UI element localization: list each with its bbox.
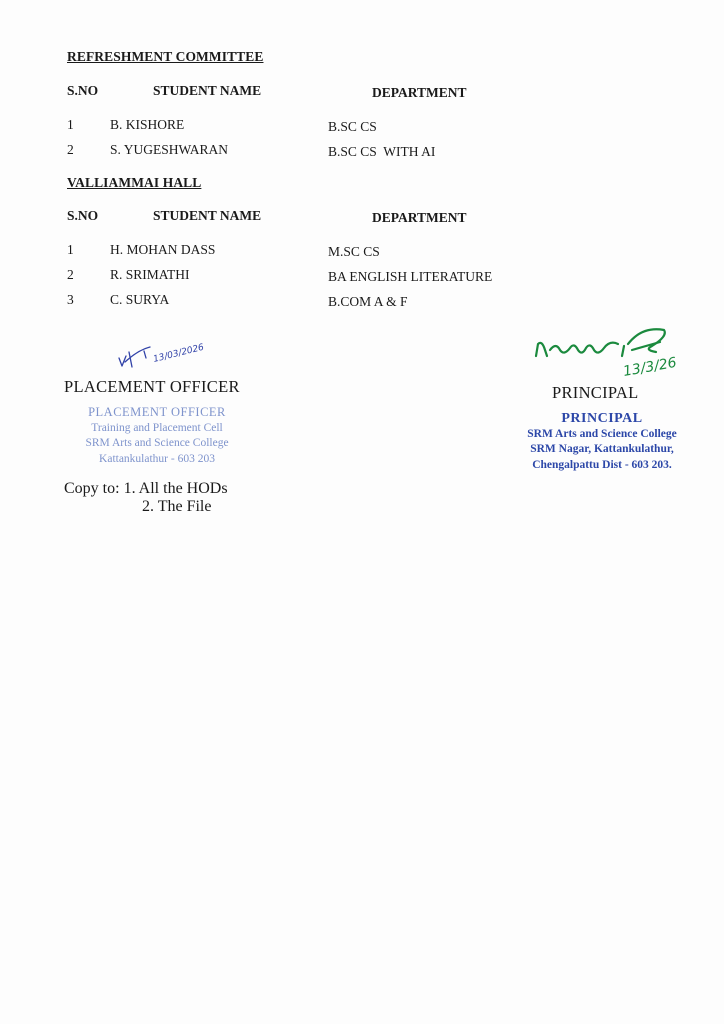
stamp-line: Chengalpattu Dist - 603 203. [532,458,672,471]
placement-officer-label: PLACEMENT OFFICER [64,377,240,396]
principal-signature [532,320,702,382]
row-department: M.SC CS [328,244,380,259]
row-department: B.SC CS WITH AI [328,144,436,159]
principal-label: PRINCIPAL [552,383,639,402]
stamp-line: Training and Placement Cell [91,421,223,434]
row-sno: 2 [67,142,74,157]
principal-signature-date: 13/3/26 [621,354,678,380]
row-student-name: R. SRIMATHI [110,267,190,282]
stamp-line: SRM Arts and Science College [527,427,677,440]
stamp-line: SRM Arts and Science College [85,437,229,449]
row-sno: 1 [67,242,74,257]
valliammai-header-sno: S.NO [67,208,99,223]
row-student-name: S. YUGESHWARAN [110,142,229,157]
copy-to-line-2: 2. The File [142,498,212,515]
refreshment-committee-title: REFRESHMENT COMMITTEE [67,49,264,64]
row-sno: 3 [67,292,74,307]
stamp-line: PRINCIPAL [561,411,643,426]
valliammai-header-dept: DEPARTMENT [372,210,467,225]
principal-stamp [503,411,701,473]
row-department: B.COM A & F [328,294,408,309]
row-sno: 1 [67,117,74,132]
stamp-line: PLACEMENT OFFICER [88,405,226,419]
refreshment-header-sno: S.NO [67,83,99,98]
placement-officer-stamp [62,405,252,467]
valliammai-hall-title: VALLIAMMAI HALL [67,175,202,190]
stamp-line: Kattankulathur - 603 203 [99,452,215,465]
refreshment-header-dept: DEPARTMENT [372,85,467,100]
row-student-name: C. SURYA [110,292,170,307]
valliammai-header-name: STUDENT NAME [153,208,262,223]
placement-officer-signature-date: 13/03/2026 [152,342,206,365]
placement-officer-signature [116,336,226,372]
stamp-line: SRM Nagar, Kattankulathur, [530,443,674,455]
copy-to-line-1: Copy to: 1. All the HODs [64,480,228,497]
refreshment-header-name: STUDENT NAME [153,83,262,98]
row-department: BA ENGLISH LITERATURE [328,269,493,284]
row-department: B.SC CS [328,119,377,134]
row-student-name: H. MOHAN DASS [110,242,216,257]
row-student-name: B. KISHORE [110,117,185,132]
row-sno: 2 [67,267,74,282]
